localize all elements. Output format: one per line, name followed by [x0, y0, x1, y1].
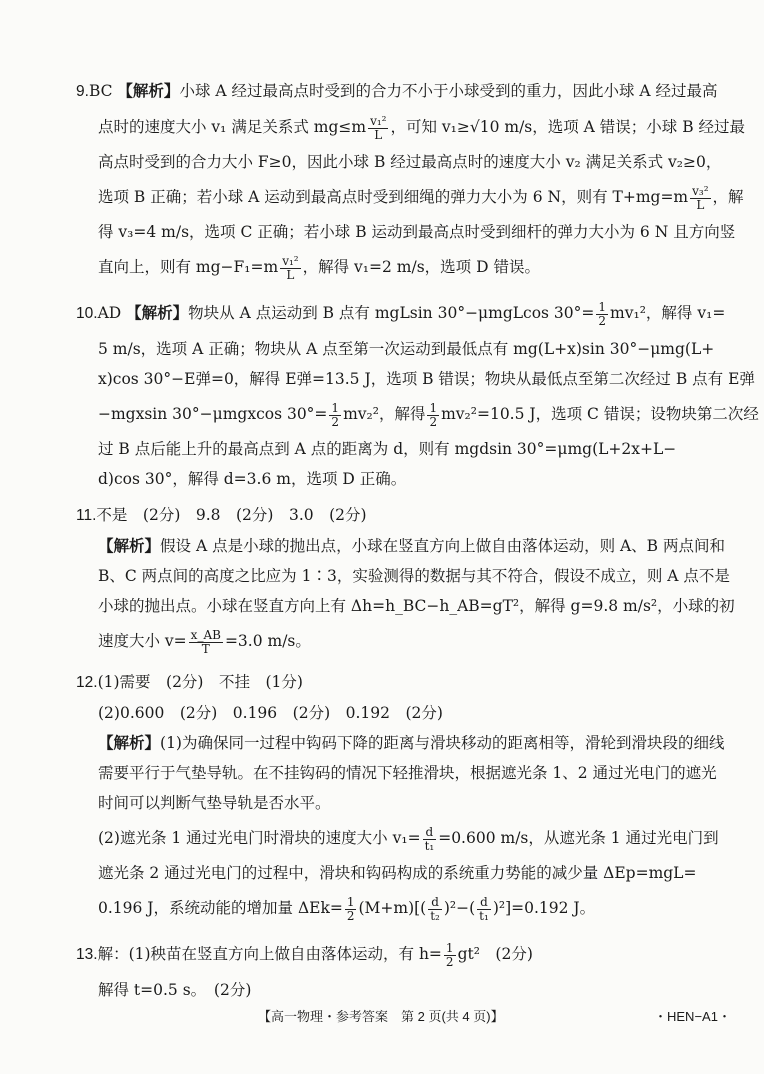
numerator: d: [423, 826, 437, 840]
q12-fraction: [477, 896, 491, 923]
denominator: 2: [331, 414, 340, 429]
numerator: d: [428, 896, 442, 910]
q12-line-4: [76, 818, 719, 858]
question-12: [76, 667, 725, 928]
q12-line-5: [76, 858, 698, 888]
denominator: t₁: [424, 838, 435, 853]
q10-text: d)cos 30°，解得 d=3.6 m，选项 D 正确。: [98, 470, 407, 488]
denominator: 2: [429, 414, 438, 429]
q10-line-3: [76, 364, 755, 394]
numerator: 1: [598, 299, 607, 314]
q13-text: 解：(1)秧苗在竖直方向上做自由落体运动，有 h=: [97, 945, 442, 963]
q9-line-2: [76, 107, 746, 147]
q12-text: (M+m)[(: [358, 899, 427, 917]
q11-line-3: [76, 591, 735, 621]
question-9: [76, 76, 746, 287]
q9-text: 得 v₃=4 m/s，选项 C 正确；若小球 B 运动到最高点时受到细杆的弹力大小为 6 N 且方向竖: [98, 223, 736, 241]
numerator: v₁²: [282, 253, 299, 268]
denominator: L: [286, 267, 295, 282]
q9-line-6: [76, 247, 698, 287]
q11-text: 速度大小 v=: [98, 632, 187, 650]
q12-answers-2: (2)0.600 (2分) 0.196 (2分) 0.192 (2分): [98, 704, 443, 722]
q9-line-4: [76, 177, 744, 217]
q10-line-1: [76, 293, 726, 334]
q11-fraction: [189, 629, 223, 656]
q10-line-6: [76, 464, 698, 494]
q10-answer: AD: [97, 304, 122, 322]
q9-text: ，可知 v₁≥√10 m/s，选项 A 错误；小球 B 经过最: [390, 118, 746, 136]
q13-line-2: [76, 975, 698, 1005]
q9-text: 直向上，则有 mg−F₁=m: [98, 258, 279, 276]
q12-text: =0.600 m/s，从遮光条 1 通过光电门到: [438, 829, 719, 847]
q12-line-3: [76, 788, 698, 818]
q11-line-1: [76, 531, 726, 561]
q12-fraction: [345, 896, 357, 923]
q12-line-answer-1: [76, 667, 698, 698]
q9-analysis-tag: 【解析】: [117, 81, 180, 100]
q13-line-1: [76, 934, 698, 975]
q12-number: 12.: [76, 674, 98, 691]
q10-text: mv₂²=10.5 J，选项 C 错误；设物块第二次经: [441, 405, 759, 423]
q11-text: 小球的抛出点。小球在竖直方向上有 Δh=h_BC−h_AB=gT²，解得 g=9.8 m/s²，小球的初: [98, 597, 735, 615]
numerator: 1: [346, 894, 355, 909]
q10-line-5: [76, 434, 698, 464]
q10-text: mv₂²，解得: [343, 405, 426, 423]
denominator: 2: [598, 313, 607, 328]
q9-answer: BC: [88, 82, 113, 100]
denominator: 2: [445, 954, 454, 969]
q10-fraction: [329, 402, 341, 429]
q9-text: 点时的速度大小 v₁ 满足关系式 mg≤m: [98, 118, 367, 136]
q13-text: 解得 t=0.5 s。 (2分): [98, 981, 252, 999]
denominator: L: [374, 127, 383, 142]
numerator: 1: [331, 400, 340, 415]
question-10: [76, 293, 759, 494]
q12-text: 0.196 J，系统动能的增加量 ΔEk=: [98, 899, 343, 917]
q10-text: 物块从 A 点运动到 B 点有 mgLsin 30°−μmgLcos 30°=: [188, 304, 595, 322]
q10-number: 10.: [76, 305, 98, 322]
footer-code: ・HEN−A1・: [654, 1009, 731, 1024]
q11-analysis-tag: 【解析】: [98, 536, 161, 555]
q10-analysis-tag: 【解析】: [126, 303, 189, 322]
q12-text: (1)为确保同一过程中钩码下降的距离与滑块移动的距离相等，滑轮到滑块段的细线: [160, 734, 725, 752]
q10-text: x)cos 30°−E弹=0，解得 E弹=13.5 J，选项 B 错误；物块从最低点至第二次经过 B 点有 E弹: [98, 370, 755, 388]
q9-text: ，解得 v₁=2 m/s，选项 D 错误。: [302, 258, 540, 276]
q10-fraction: [427, 402, 439, 429]
q9-text: ，解: [712, 188, 744, 206]
denominator: t₂: [430, 908, 440, 923]
question-11: [76, 500, 735, 661]
q9-fraction: [280, 255, 300, 282]
q11-line-4: [76, 621, 698, 661]
answer-content: [76, 76, 759, 1011]
q11-answers: 不是 (2分) 9.8 (2分) 3.0 (2分): [96, 506, 367, 524]
q9-text: 小球 A 经过最高点时受到的合力不小于小球受到的重力，因此小球 A 经过最高: [179, 82, 718, 100]
q12-text: 需要平行于气垫导轨。在不挂钩码的情况下轻推滑块，根据遮光条 1、2 通过光电门的遮光: [98, 764, 717, 782]
denominator: L: [696, 197, 705, 212]
q12-fraction: [428, 896, 442, 923]
q11-text: B、C 两点间的高度之比应为 1∶3，实验测得的数据与其不符合，假设不成立，则 A 点不是: [98, 567, 730, 585]
q9-line-5: [76, 217, 736, 247]
denominator: 2: [346, 908, 355, 923]
denominator: T: [201, 641, 210, 656]
denominator: t₁: [479, 908, 489, 923]
q12-text: )²]=0.192 J。: [492, 899, 596, 917]
q10-fraction: [596, 301, 608, 328]
q10-text: mv₁²，解得 v₁=: [610, 304, 726, 322]
q12-text: 时间可以判断气垫导轨是否水平。: [98, 794, 331, 812]
numerator: v₃²: [692, 183, 709, 198]
q10-text: −mgxsin 30°−μmgxcos 30°=: [98, 405, 328, 423]
q13-text: gt² (2分): [457, 945, 533, 963]
q9-line-3: [76, 147, 722, 177]
q12-analysis-tag: 【解析】: [98, 733, 161, 752]
q12-line-answer-2: [76, 698, 698, 728]
q13-number: 13.: [76, 946, 98, 963]
numerator: 1: [445, 940, 454, 955]
q12-line-1: [76, 728, 725, 758]
q11-number: 11.: [76, 507, 97, 524]
numerator: 1: [429, 400, 438, 415]
q9-text: 高点时受到的合力大小 F≥0，因此小球 B 经过最高点时的速度大小 v₂ 满足关系式 v₂≥0，: [98, 153, 722, 171]
q9-text: 选项 B 正确；若小球 A 运动到最高点时受到细绳的弹力大小为 6 N，则有 T+mg=m: [98, 188, 689, 206]
q11-line-2: [76, 561, 730, 591]
q9-number: 9.: [76, 83, 89, 100]
q10-text: 5 m/s，选项 A 正确；物块从 A 点至第一次运动到最低点有 mg(L+x)sin 30°−μmg(L+: [98, 340, 715, 358]
numerator: d: [477, 896, 491, 910]
q10-line-4: [76, 394, 759, 434]
q11-line-answers: [76, 500, 698, 531]
q10-text: 过 B 点后能上升的最高点到 A 点的距离为 d，则有 mgdsin 30°=μmg(L+2x+L−: [98, 440, 677, 458]
q12-text: (2)遮光条 1 通过光电门时滑块的速度大小 v₁=: [98, 829, 421, 847]
q9-fraction: [690, 185, 710, 212]
q11-text: 假设 A 点是小球的抛出点，小球在竖直方向上做自由落体运动，则 A、B 两点间和: [160, 537, 726, 555]
q12-line-2: [76, 758, 717, 788]
q9-line-1: [76, 76, 718, 107]
q13-fraction: [444, 942, 456, 969]
numerator: x_AB: [190, 627, 221, 642]
footer-title: 【高一物理・参考答案 第 2 页(共 4 页)】: [258, 1009, 504, 1024]
q12-answers-1: (1)需要 (2分) 不挂 (1分): [97, 673, 303, 691]
q11-text: =3.0 m/s。: [224, 632, 311, 650]
q12-text: )²−(: [443, 899, 476, 917]
q9-fraction: [368, 115, 388, 142]
q12-fraction: [423, 826, 437, 853]
numerator: v₁²: [370, 113, 387, 128]
q12-line-6: [76, 888, 698, 928]
q10-line-2: [76, 334, 715, 364]
q12-text: 遮光条 2 通过光电门的过程中，滑块和钩码构成的系统重力势能的减少量 ΔEp=mgL=: [98, 864, 697, 882]
question-13: [76, 934, 698, 1005]
